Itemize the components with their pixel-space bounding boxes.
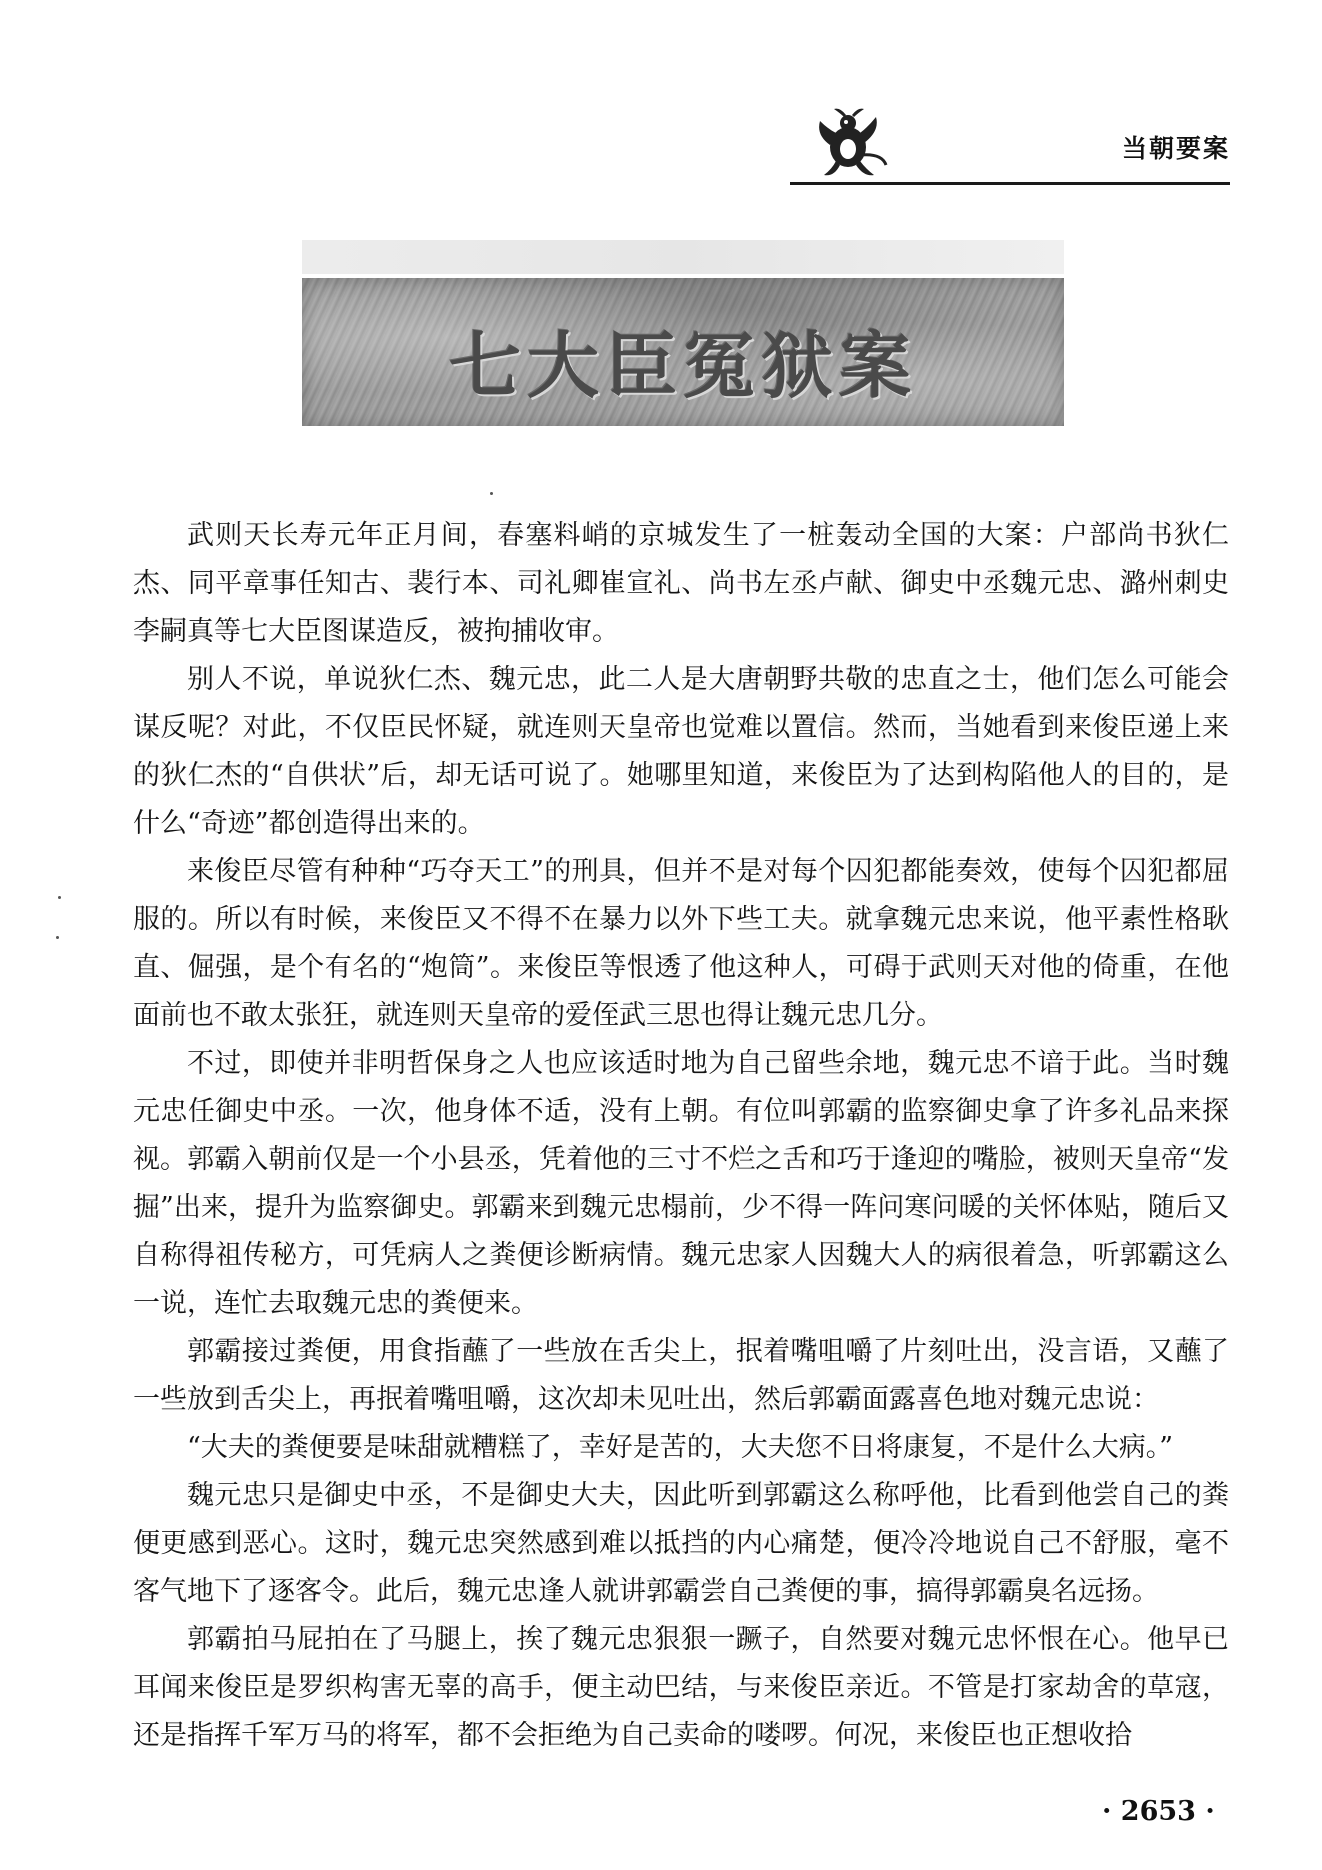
article-title: 七大臣冤狱案 bbox=[448, 323, 917, 408]
paragraph: 不过，即使并非明哲保身之人也应该适时地为自己留些余地，魏元忠不谙于此。当时魏元忠任御史中丞。一次，他身体不适，没有上朝。有位叫郭霸的监察御史拿了许多礼品来探视。郭霸入朝前仅是一个小县丞，凭着他的三寸不烂之舌和巧于逢迎的嘴脸，被则天皇帝“发掘”出来，提升为监察御史。郭霸来到魏元忠榻前，少不得一阵问寒问暖的关怀体贴，随后又自称得祖传秘方，可凭病人之粪便诊断病情。魏元忠家人因魏大人的病很着急，听郭霸这么一说，连忙去取魏元忠的粪便来。 bbox=[133, 1048, 1229, 1319]
article-body bbox=[133, 512, 1229, 1760]
paragraph: 郭霸接过粪便，用食指蘸了一些放在舌尖上，抿着嘴咀嚼了片刻吐出，没言语，又蘸了一些放到舌尖上，再抿着嘴咀嚼，这次却未见吐出，然后郭霸面露喜色地对魏元忠说： bbox=[133, 1336, 1229, 1415]
scan-speck bbox=[490, 492, 493, 495]
paragraph: 来俊臣尽管有种种“巧夺天工”的刑具，但并不是对每个囚犯都能奏效，使每个囚犯都屈服的。所以有时候，来俊臣又不得不在暴力以外下些工夫。就拿魏元忠来说，他平素性格耿直、倔强，是个有名的“炮筒”。来俊臣等恨透了他这种人，可碍于武则天对他的倚重，在他面前也不敢太张狂，就连则天皇帝的爱侄武三思也得让魏元忠几分。 bbox=[133, 856, 1229, 1031]
running-header bbox=[790, 105, 1230, 185]
page-number: · 2653 · bbox=[1102, 1796, 1215, 1827]
banner-shadow-strip bbox=[302, 240, 1064, 274]
dragon-emblem-icon bbox=[810, 105, 890, 179]
paragraph: 武则天长寿元年正月间，春塞料峭的京城发生了一桩轰动全国的大案：户部尚书狄仁杰、同平章事任知古、裴行本、司礼卿崔宣礼、尚书左丞卢献、御史中丞魏元忠、潞州刺史李嗣真等七大臣图谋造反，被拘捕收审。 bbox=[133, 520, 1229, 647]
paragraph: 别人不说，单说狄仁杰、魏元忠，此二人是大唐朝野共敬的忠直之士，他们怎么可能会谋反呢？对此，不仅臣民怀疑，就连则天皇帝也觉难以置信。然而，当她看到来俊臣递上来的狄仁杰的“自供状”后，却无话可说了。她哪里知道，来俊臣为了达到构陷他人的目的，是什么“奇迹”都创造得出来的。 bbox=[133, 664, 1229, 839]
section-label: 当朝要案 bbox=[1121, 134, 1230, 163]
scan-speck bbox=[58, 896, 61, 899]
paragraph: 郭霸拍马屁拍在了马腿上，挨了魏元忠狠狠一蹶子，自然要对魏元忠怀恨在心。他早已耳闻来俊臣是罗织构害无辜的高手，便主动巴结，与来俊臣亲近。不管是打家劫舍的草寇，还是指挥千军万马的将军，都不会拒绝为自己卖命的喽啰。何况，来俊臣也正想收拾 bbox=[133, 1624, 1229, 1751]
paragraph: 魏元忠只是御史中丞，不是御史大夫，因此听到郭霸这么称呼他，比看到他尝自己的粪便更感到恶心。这时，魏元忠突然感到难以抵挡的内心痛楚，便冷冷地说自己不舒服，毫不客气地下了逐客令。此后，魏元忠逢人就讲郭霸尝自己粪便的事，搞得郭霸臭名远扬。 bbox=[133, 1480, 1229, 1607]
title-banner bbox=[302, 278, 1064, 426]
scan-speck bbox=[56, 936, 59, 939]
header-rule bbox=[790, 182, 1230, 185]
quote-paragraph: “大夫的粪便要是味甜就糟糕了，幸好是苦的，大夫您不日将康复，不是什么大病。” bbox=[187, 1432, 1174, 1463]
